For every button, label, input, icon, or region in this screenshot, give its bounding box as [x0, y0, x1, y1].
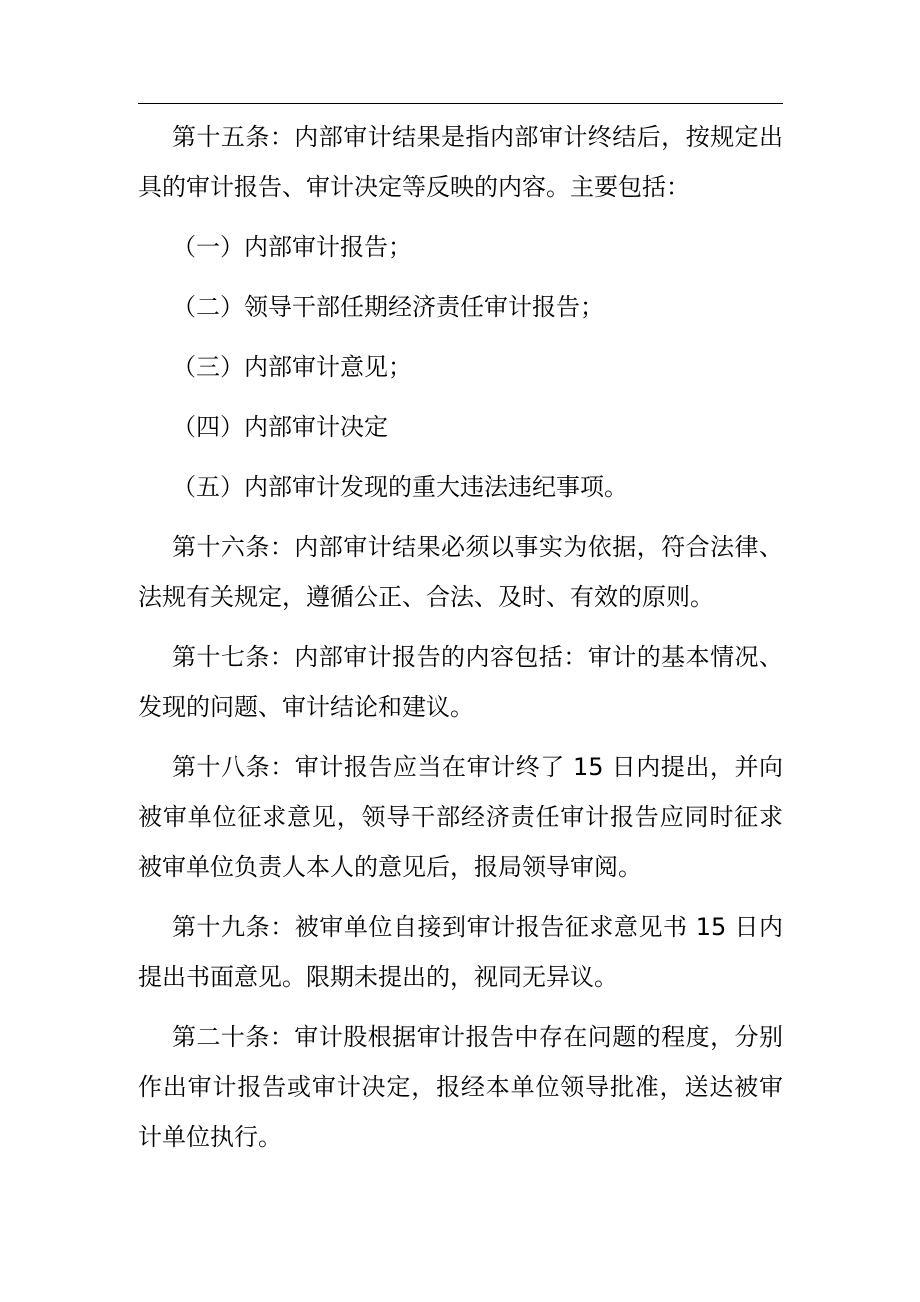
article-15-item-4: （四）内部审计决定	[172, 413, 388, 441]
article-15-item-2: （二）领导干部任期经济责任审计报告；	[172, 293, 604, 321]
article-16: 第十六条：内部审计结果必须以事实为依据，符合法律、法规有关规定，遵循公正、合法、及时、有效的原则。	[138, 533, 783, 611]
article-19: 第十九条：被审单位自接到审计报告征求意见书 15 日内提出书面意见。限期未提出的，视同无异议。	[138, 913, 783, 991]
article-20: 第二十条：审计股根据审计报告中存在问题的程度，分别作出审计报告或审计决定，报经本单位领导批准，送达被审计单位执行。	[138, 1023, 783, 1151]
article-17: 第十七条：内部审计报告的内容包括：审计的基本情况、发现的问题、审计结论和建议。	[138, 643, 783, 721]
document-body	[138, 112, 783, 1172]
article-15: 第十五条：内部审计结果是指内部审计终结后，按规定出具的审计报告、审计决定等反映的内容。主要包括：	[138, 123, 783, 201]
article-15-item-1: （一）内部审计报告；	[172, 233, 412, 261]
article-15-item-5: （五）内部审计发现的重大违法违纪事项。	[172, 473, 628, 501]
article-18: 第十八条：审计报告应当在审计终了 15 日内提出，并向被审单位征求意见，领导干部经济责任审计报告应同时征求被审单位负责人本人的意见后，报局领导审阅。	[138, 753, 783, 881]
header-divider	[138, 103, 783, 104]
article-15-item-3: （三）内部审计意见；	[172, 353, 412, 381]
